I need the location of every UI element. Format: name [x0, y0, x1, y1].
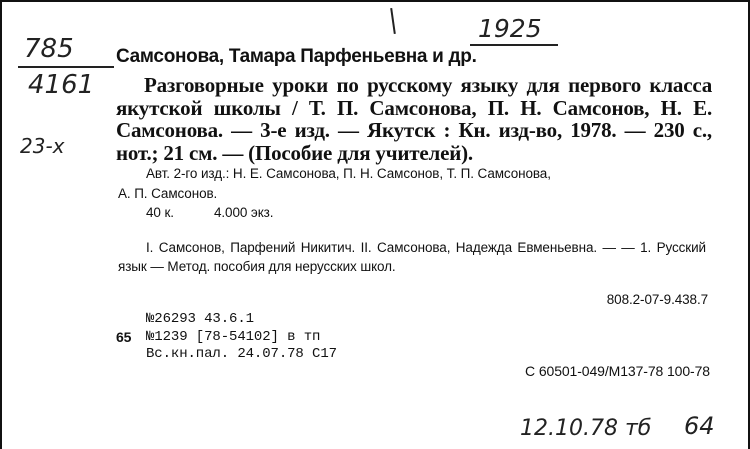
card-left-border — [0, 0, 2, 449]
handwritten-side-note: 23-x — [20, 134, 65, 158]
record-prefix: 65 — [116, 329, 132, 345]
year-underline — [470, 44, 558, 46]
authors-note-line1: Авт. 2-го изд.: Н. Е. Самсонова, П. Н. Самсонов, Т. П. Самсонова, — [146, 166, 551, 181]
entry-heading: Самсонова, Тамара Парфеньевна и др. — [116, 46, 477, 67]
classification-index: 808.2-07-9.438.7 — [606, 292, 708, 307]
catalog-code: С 60501-049/М137-78 100-78 — [525, 363, 710, 379]
handwritten-date-note: 12.10.78 тб — [520, 416, 652, 441]
card-top-border — [0, 0, 750, 2]
price: 40 к. — [146, 205, 174, 220]
handwritten-shelf-bottom: 4161 — [28, 70, 95, 100]
tracing-line: I. Самсонов, Парфений Никитич. II. Самсонова, Надежда Евменьевна. — — 1. Русский язык — Метод. пособия для нерусских школ. — [118, 240, 706, 274]
authors-note-line2: А. П. Самсонов. — [118, 186, 218, 201]
handwritten-shelf-top: 785 — [24, 34, 74, 64]
pencil-tick-mark — [390, 8, 396, 34]
print-run: 4.000 экз. — [214, 205, 274, 220]
record-number-line3: Вс.кн.пал. 24.07.78 С17 — [146, 346, 337, 362]
record-number-line2: №1239 [78-54102] в тп — [146, 329, 321, 345]
record-number-line1: №26293 43.6.1 — [146, 311, 254, 327]
shelf-fraction-line — [18, 66, 114, 68]
handwritten-corner-note: 64 — [684, 412, 715, 440]
entry-description: Разговорные уроки по русскому языку для первого класса якутской школы / Т. П. Самсонова, П. Н. Самсонов, Н. Е. Самсонова. — 3-е изд. — Якутск : Кн. изд-во, 1978. — 230 с., нот.; 21 см. — (Пособие для учителей). — [116, 73, 712, 165]
handwritten-year: 1925 — [478, 14, 542, 43]
